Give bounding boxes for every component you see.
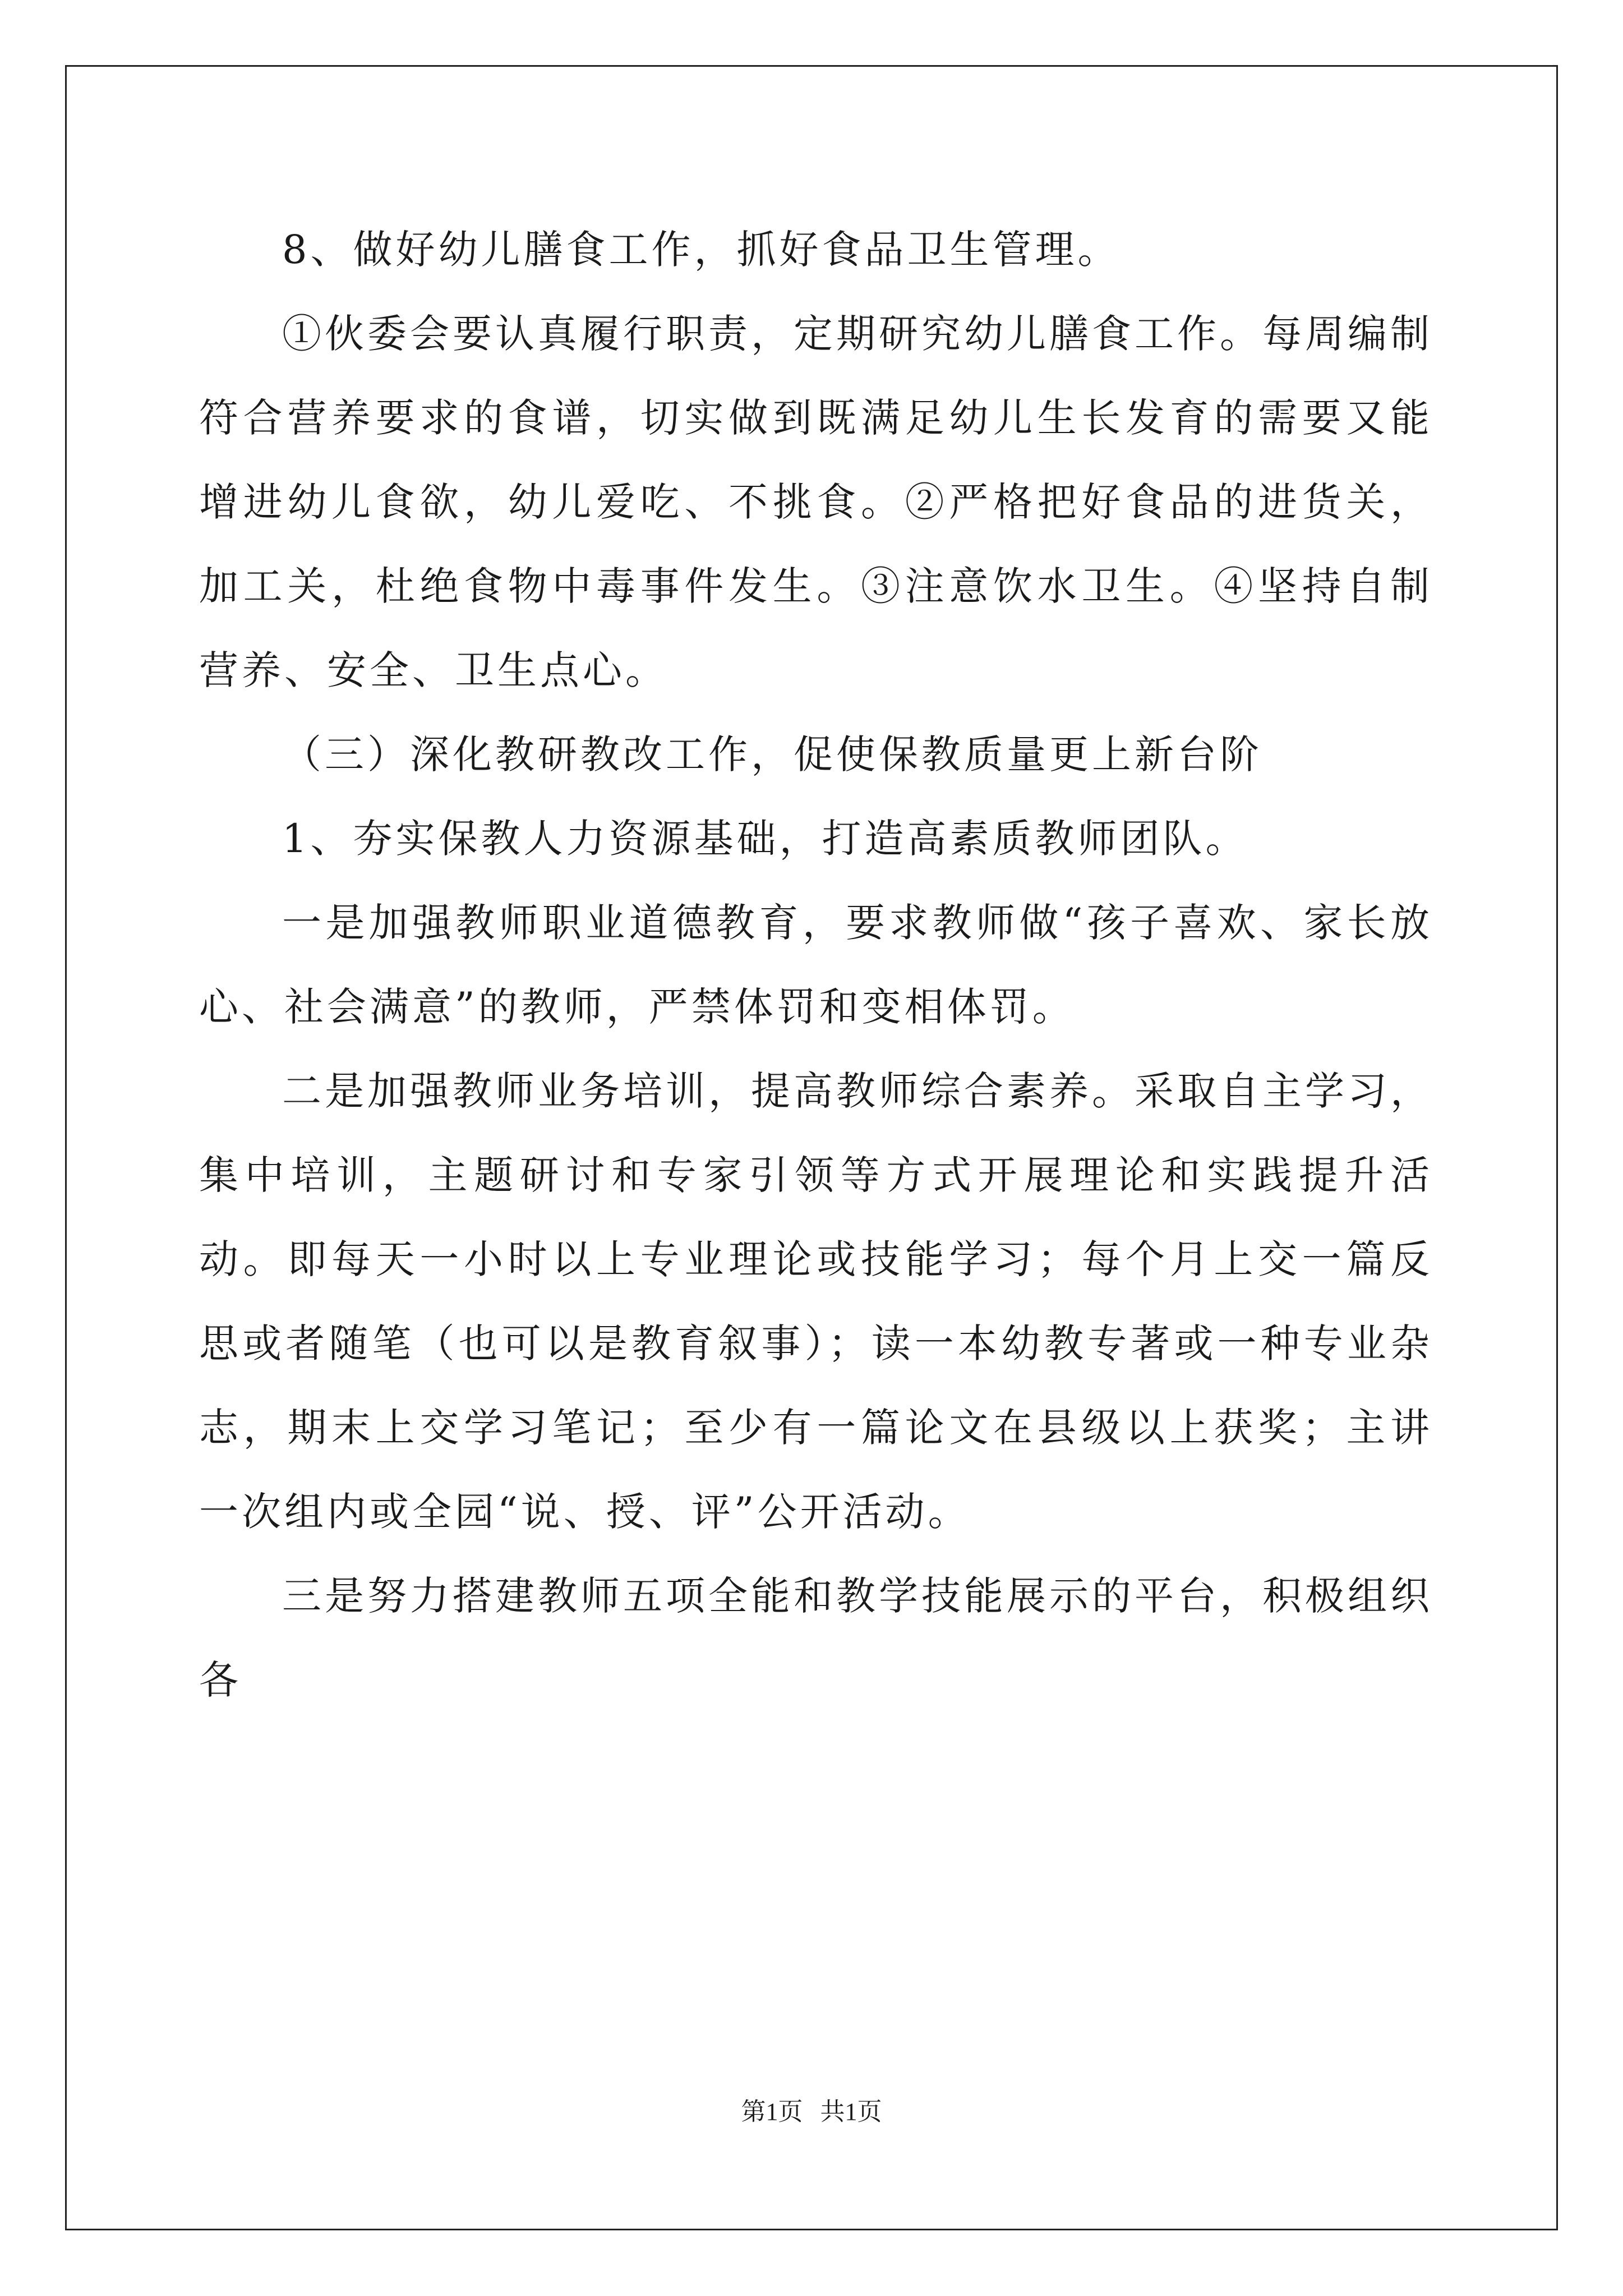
section-heading: （三）深化教研教改工作，促使保教质量更上新台阶 — [282, 731, 1262, 777]
paragraph-1: 8、做好幼儿膳食工作，抓好食品卫生管理。 — [282, 227, 1121, 273]
paragraph-6: 三是努力搭建教师五项全能和教学技能展示的平台，积极组织各 — [199, 1573, 1433, 1703]
paragraph-4: 一是加强教师职业道德教育，要求教师做“孩子喜欢、家长放心、社会满意”的教师，严禁体罚和变相体罚。 — [199, 900, 1433, 1030]
paragraph-2: ①伙委会要认真履行职责，定期研究幼儿膳食工作。每周编制符合营养要求的食谱，切实做到既满足幼儿生长发育的需要又能增进幼儿食欲，幼儿爱吃、不挑食。②严格把好食品的进货关，加工关，杜绝食物中毒事件发生。③注意饮水卫生。④坚持自制营养、安全、卫生点心。 — [199, 311, 1433, 693]
paragraph-5: 二是加强教师业务培训，提高教师综合素养。采取自主学习，集中培训，主题研讨和专家引领等方式开展理论和实践提升活动。即每天一小时以上专业理论或技能学习；每个月上交一篇反思或者随笔（也可以是教育叙事）；读一本幼教专著或一种专业杂志，期末上交学习笔记；至少有一篇论文在县级以上获奖；主讲一次组内或全园“说、授、评”公开活动。 — [199, 1068, 1433, 1535]
page-number: 第1页 — [741, 2098, 803, 2125]
document-body — [199, 208, 1433, 1722]
page-footer — [0, 2091, 1623, 2127]
page-total: 共1页 — [820, 2098, 882, 2125]
paragraph-3: 1、夯实保教人力资源基础，打造高素质教师团队。 — [282, 816, 1248, 862]
